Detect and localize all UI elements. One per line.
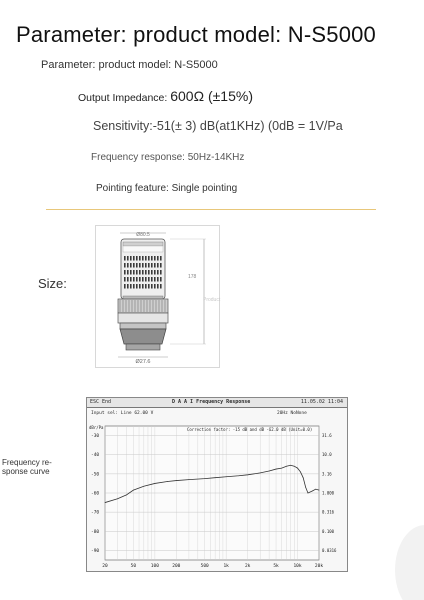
impedance-value: 600Ω (±15%): [170, 88, 253, 104]
right-tick-label: 0.316: [322, 509, 335, 515]
watermark: Product: [203, 297, 221, 303]
output-impedance: [78, 88, 253, 106]
y-tick-label: -80: [91, 529, 100, 535]
series-point: [105, 502, 106, 503]
x-tick-label: 20: [102, 564, 108, 569]
x-tick-label: 100: [150, 564, 159, 569]
graph-right-label: 20Hz NoNone: [277, 411, 307, 416]
y-unit-label: dBr/Pa: [89, 425, 104, 430]
y-tick-label: -40: [91, 453, 100, 459]
frequency-plot: [87, 420, 349, 573]
series-point: [133, 490, 134, 491]
series-point: [215, 477, 216, 478]
series-point: [303, 477, 304, 478]
y-tick-label: -50: [91, 472, 100, 478]
right-tick-label: 0.0316: [322, 547, 337, 553]
correction-text: Correction factor: -15 dB and dB -62.0 dB (Unit=0.0): [187, 427, 313, 432]
x-tick-label: 10k: [293, 564, 302, 569]
series-point: [294, 466, 295, 467]
x-tick-label: 200: [172, 564, 181, 569]
series-point: [247, 474, 248, 475]
series-point: [167, 481, 168, 482]
series-point: [312, 491, 313, 492]
frequency-curve-label-text: Frequency re- sponse curve: [2, 458, 52, 476]
pointing-spec: Pointing feature: Single pointing: [96, 183, 238, 194]
capsule-diagram: [96, 226, 221, 369]
series-point: [117, 498, 118, 499]
impedance-label: Output Impedance:: [78, 92, 171, 104]
right-tick-label: 1.000: [322, 490, 335, 496]
graph-input-label: Input sel: Line 62.00 V: [91, 411, 154, 416]
graph-header: [87, 398, 347, 408]
x-tick-label: 2k: [244, 564, 251, 569]
graph-header-left[interactable]: ESC End: [90, 399, 112, 405]
series-point: [238, 475, 239, 476]
series-point: [260, 473, 261, 474]
y-tick-label: -70: [91, 510, 100, 516]
decorative-shape: [395, 525, 424, 600]
series-point: [155, 483, 156, 484]
frequency-response-graph: [86, 397, 348, 572]
series-point: [204, 478, 205, 479]
frequency-curve-label: [2, 458, 82, 476]
page-title: Parameter: product model: N-S5000: [16, 22, 376, 47]
series-point: [176, 480, 177, 481]
y-tick-label: -90: [91, 548, 100, 554]
series-point: [305, 487, 306, 488]
graph-header-right: 11.05.02 11:04: [300, 399, 343, 405]
right-tick-label: 3.16: [322, 471, 332, 477]
right-tick-label: 10.0: [322, 452, 332, 458]
series-point: [286, 466, 287, 467]
bottom-dimension: Ø27.6: [135, 359, 151, 365]
series-point: [300, 472, 301, 473]
graph-header-center: D A A I Frequency Response: [172, 399, 251, 405]
x-tick-label: 500: [200, 564, 209, 569]
series-point: [189, 479, 190, 480]
height-dimension: 178: [188, 274, 197, 280]
x-tick-label: 20k: [314, 564, 324, 569]
sensitivity-spec: Sensitivity:-51(± 3) dB(at1KHz) (0dB = 1V/Pa: [93, 119, 343, 133]
size-drawing: [95, 225, 220, 368]
series-point: [290, 465, 291, 466]
series-point: [281, 468, 282, 469]
x-tick-label: 50: [130, 564, 137, 569]
top-dimension: Ø80.5: [136, 232, 150, 238]
right-tick-label: 0.100: [322, 528, 335, 534]
x-tick-label: 5k: [273, 564, 279, 569]
series-point: [126, 495, 127, 496]
graph-subheader: [87, 410, 347, 418]
series-point: [297, 468, 298, 469]
series-point: [269, 471, 270, 472]
size-label: Size:: [38, 276, 67, 291]
divider: [46, 209, 376, 210]
series-point: [319, 490, 320, 491]
series-point: [276, 469, 277, 470]
right-tick-label: 31.6: [322, 433, 332, 439]
series-point: [226, 476, 227, 477]
y-tick-label: -60: [91, 491, 100, 497]
page-subtitle: Parameter: product model: N-S5000: [41, 59, 218, 71]
frequency-spec: Frequency response: 50Hz-14KHz: [91, 152, 245, 163]
series-point: [143, 486, 144, 487]
x-tick-label: 1k: [223, 564, 229, 569]
y-tick-label: -30: [91, 434, 100, 440]
series-point: [315, 489, 316, 490]
series-point: [308, 493, 309, 494]
